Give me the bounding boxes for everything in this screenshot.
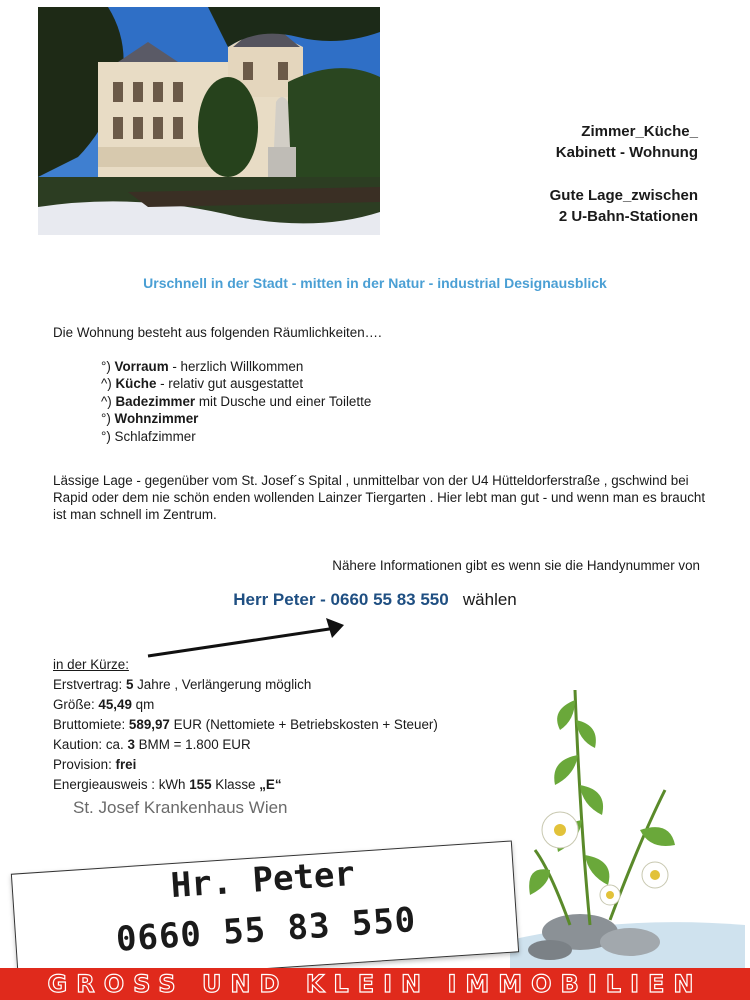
room-item: °) Wohnzimmer <box>101 411 199 427</box>
contact-card <box>11 840 519 985</box>
room-item: ^) Küche - relativ gut ausgestattet <box>101 376 304 392</box>
fact-row: Bruttomiete: 589,97 EUR (Nettomiete + Betriebskosten + Steuer) <box>53 717 438 732</box>
fact-row: Erstvertrag: 5 Jahre , Verlängerung möglich <box>53 677 312 692</box>
plant-illustration <box>490 670 750 970</box>
villa-photo <box>38 7 380 235</box>
headline-block <box>550 121 698 227</box>
fact-row: Größe: 45,49 qm <box>53 697 155 712</box>
headline-line-1: Zimmer_Küche_ <box>581 123 698 140</box>
footer-banner <box>0 968 750 1000</box>
facts-heading: in der Kürze: <box>53 657 129 672</box>
banner-text: GROSS UND KLEIN IMMOBILIEN <box>47 970 703 998</box>
card-phone[interactable]: 0660 55 83 550 <box>114 900 418 960</box>
info-line: Nähere Informationen gibt es wenn sie die Handynummer von <box>332 558 700 573</box>
card-name: Hr. Peter <box>169 854 357 907</box>
room-item: ^) Badezimmer mit Dusche und einer Toilette <box>101 393 372 409</box>
contact-name-phone[interactable]: Herr Peter - 0660 55 83 550 <box>233 590 449 609</box>
contact-line <box>0 590 750 610</box>
room-item: °) Vorraum - herzlich Willkommen <box>101 359 304 374</box>
tagline: Urschnell in der Stadt - mitten in der Natur - industrial Designausblick <box>143 275 607 291</box>
intro-text: Die Wohnung besteht aus folgenden Räumlichkeiten…. <box>53 325 382 340</box>
fact-row: Energieausweis : kWh 155 Klasse „E“ <box>53 777 282 792</box>
facts-block <box>53 655 438 795</box>
fact-row: Kaution: ca. 3 BMM = 1.800 EUR <box>53 737 251 752</box>
location-paragraph: Lässige Lage - gegenüber vom St. Josef´s Spital , unmittelbar von der U4 Hütteldorferstraße , gschwind bei Rapid oder dem nie schön enden wollenden Lainzer Tiergarten . Hier lebt man gut - und wenn man es braucht ist man schnell im Zentrum. <box>53 473 706 522</box>
room-item: °) Schlafzimmer <box>101 428 196 444</box>
headline-line-2: Kabinett - Wohnung <box>555 144 698 161</box>
hospital-text: St. Josef Krankenhaus Wien <box>73 798 288 817</box>
headline-line-3: Gute Lage_zwischen <box>549 187 698 204</box>
fact-row: Provision: frei <box>53 757 137 772</box>
room-list <box>101 358 371 445</box>
headline-line-4: 2 U-Bahn-Stationen <box>558 208 698 225</box>
contact-suffix: wählen <box>462 590 517 609</box>
